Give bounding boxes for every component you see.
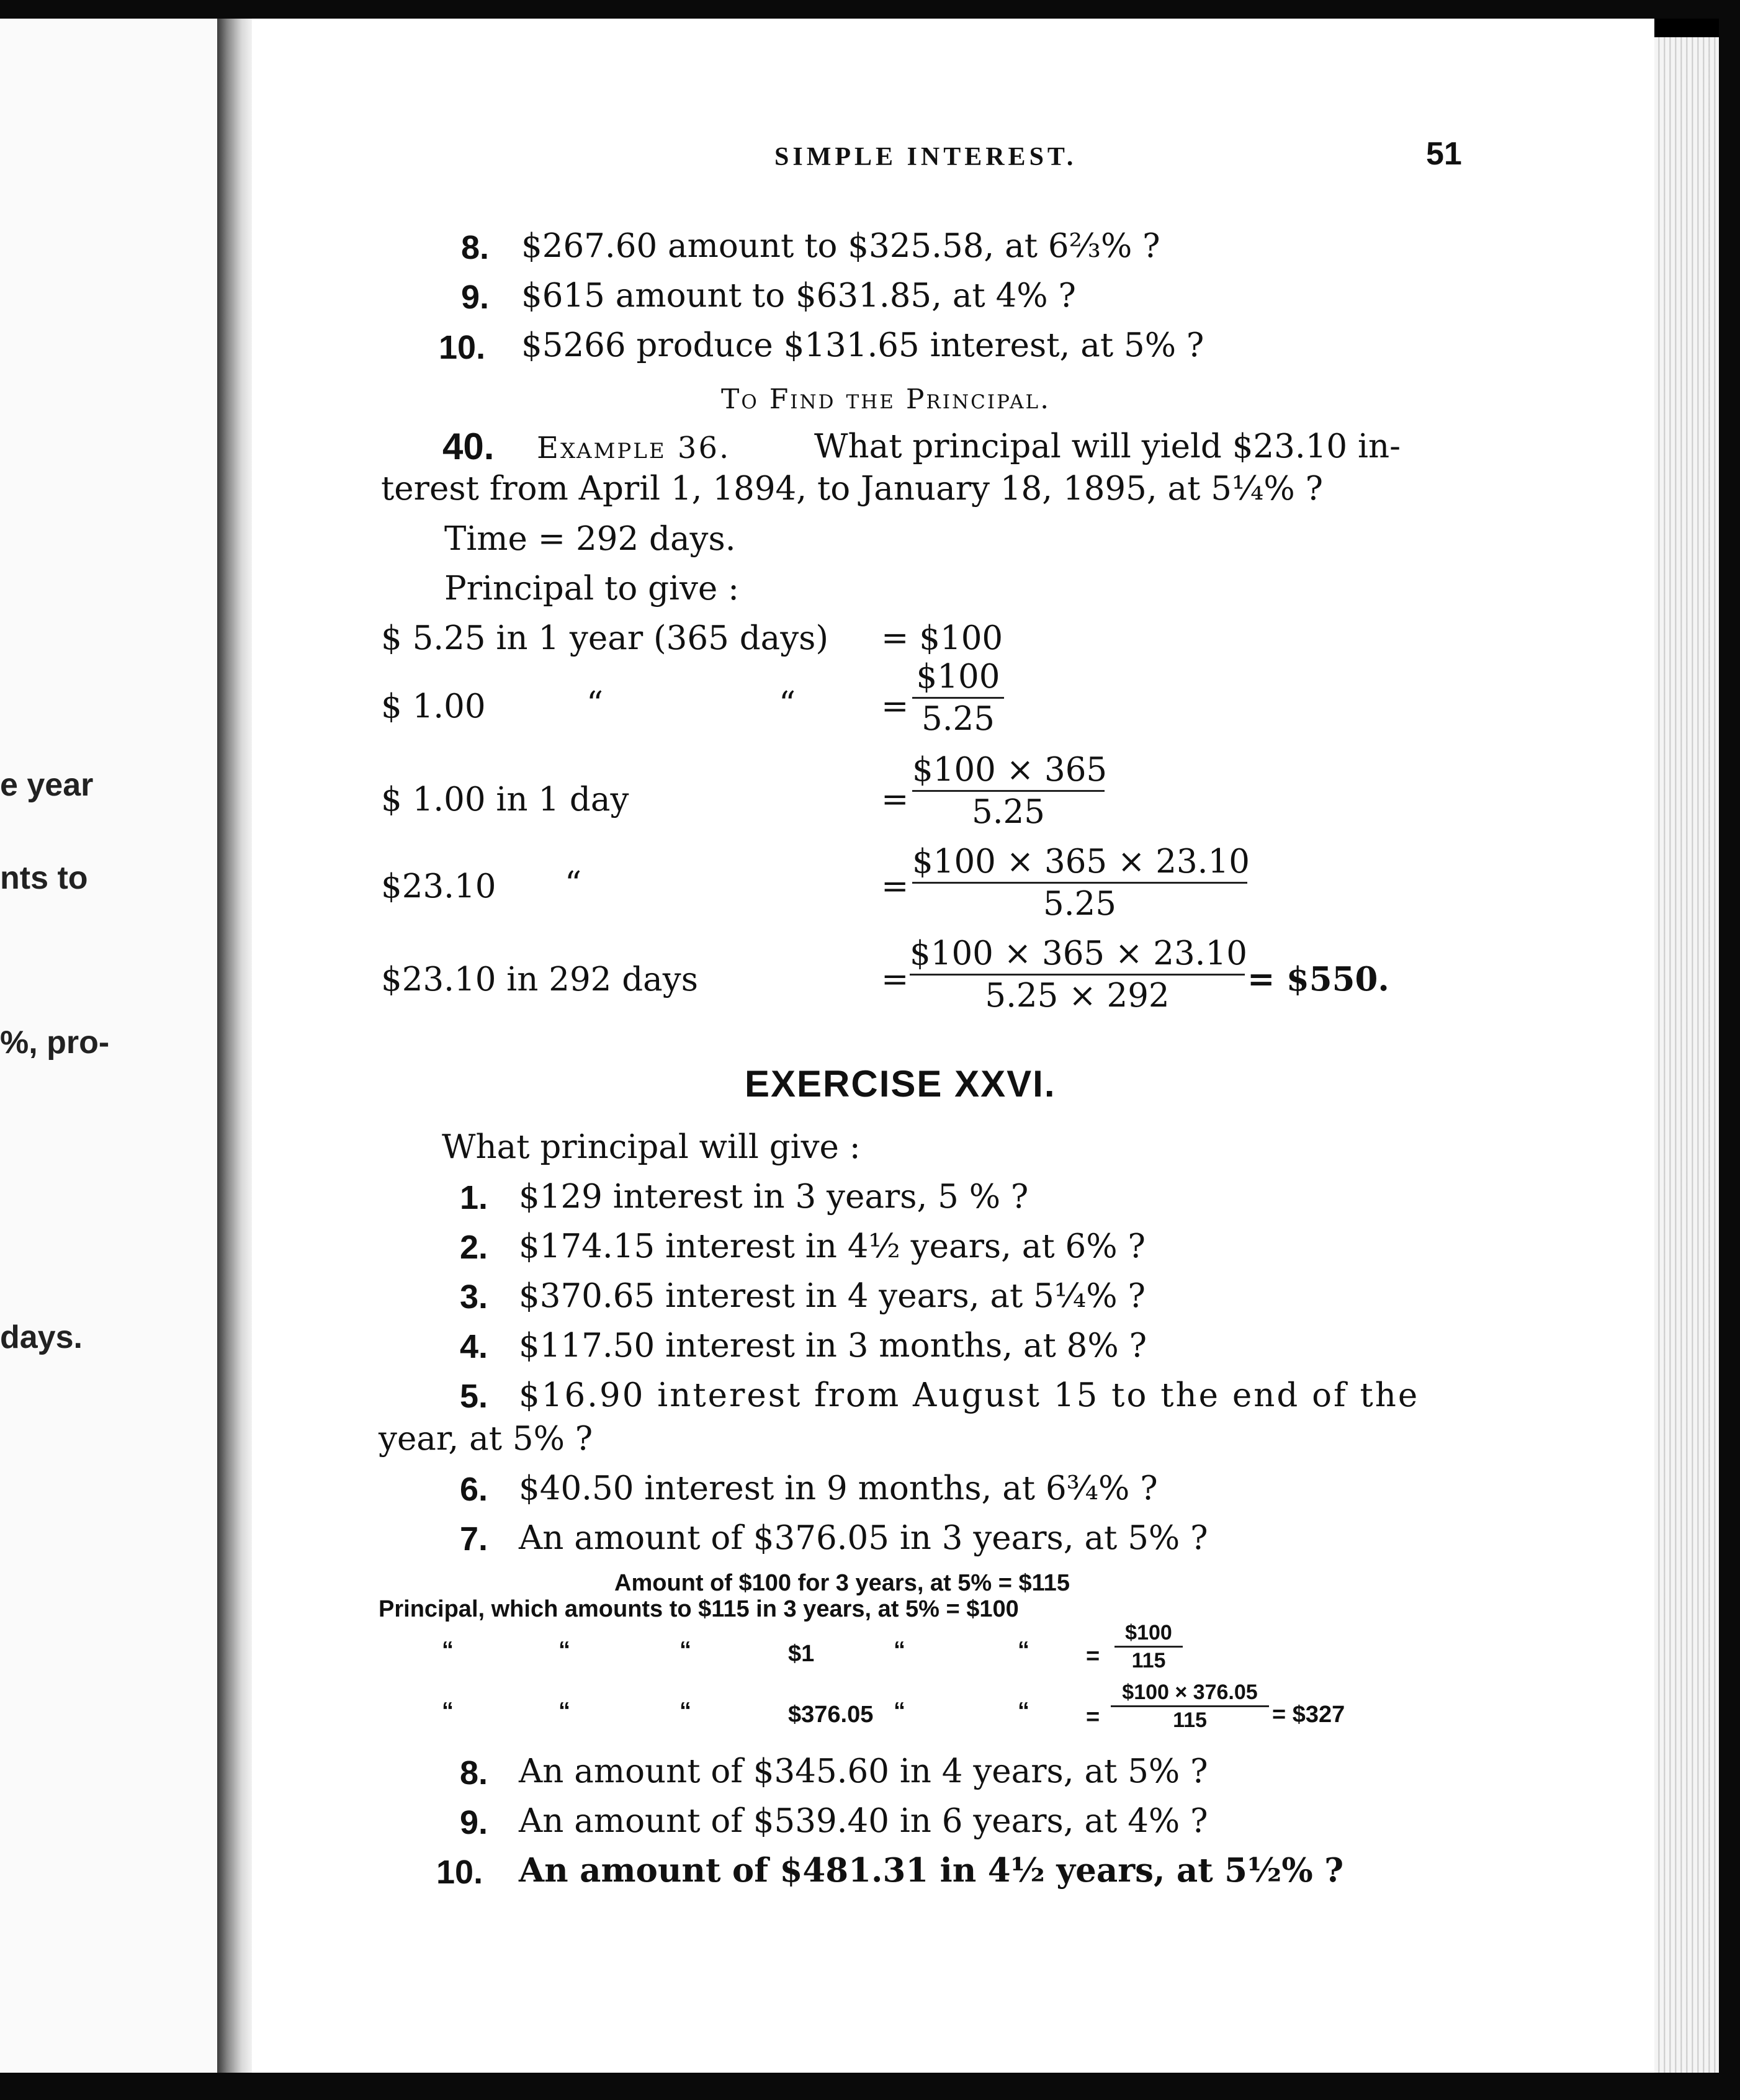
problem-number: 2.	[460, 1229, 488, 1266]
page-edges	[1654, 37, 1719, 2073]
equals-sign: =	[881, 868, 909, 905]
principal-intro: Principal to give :	[444, 570, 739, 608]
problem-number: 1.	[460, 1179, 488, 1216]
book-gutter	[217, 19, 252, 2073]
problem-text: $40.50 interest in 9 months, at 6¾% ?	[519, 1470, 1158, 1507]
denominator: 5.25	[921, 700, 995, 738]
numerator: $100 × 365 × 23.10	[912, 843, 1250, 881]
equals-sign: =	[881, 961, 909, 998]
ditto-mark: “	[442, 1637, 454, 1663]
denominator: 5.25 × 292	[985, 977, 1170, 1015]
problem-text: $267.60 amount to $325.58, at 6⅔% ?	[521, 227, 1160, 265]
problem-number: 9.	[460, 1804, 488, 1841]
previous-page	[0, 19, 217, 2073]
numerator: $100 × 365	[912, 751, 1108, 789]
problem-number: 9.	[461, 279, 490, 316]
step-left: $23.10 in 292 days	[381, 961, 698, 998]
numerator: $100 × 365 × 23.10	[910, 935, 1247, 972]
ditto-mark: “	[558, 1698, 570, 1724]
fraction	[1111, 1682, 1269, 1731]
ditto-mark: “	[779, 685, 796, 723]
ditto-mark: “	[1018, 1637, 1029, 1663]
prev-page-fragment: nts to	[0, 860, 88, 896]
fraction	[910, 935, 1247, 1015]
time-line: Time = 292 days.	[444, 520, 736, 558]
scan-border-bottom	[0, 2073, 1740, 2100]
step-left: $ 5.25 in 1 year (365 days)	[381, 619, 829, 657]
ditto-mark: “	[679, 1698, 691, 1724]
denominator: 115	[1173, 1708, 1207, 1732]
problem-text: $117.50 interest in 3 months, at 8% ?	[519, 1327, 1147, 1365]
scan-border-right	[1719, 0, 1740, 2100]
problem-number: 5.	[460, 1378, 488, 1415]
ditto-mark: “	[565, 865, 582, 903]
example-text: What principal will yield $23.10 in-	[814, 428, 1401, 465]
equals-sign: =	[881, 688, 909, 725]
problem-text: $370.65 interest in 4 years, at 5¼% ?	[519, 1277, 1146, 1315]
denominator: 5.25	[971, 793, 1045, 831]
problem-number: 3.	[460, 1278, 488, 1316]
article-number: 40.	[442, 426, 495, 467]
numerator: $100 × 376.05	[1122, 1680, 1258, 1704]
step-left: $ 1.00 in 1 day	[381, 781, 629, 819]
equals-sign: =	[1086, 1643, 1100, 1669]
example-text: terest from April 1, 1894, to January 18, 1895, at 5¼% ?	[381, 470, 1324, 508]
step-left: $23.10	[381, 868, 496, 905]
worked-line: Amount of $100 for 3 years, at 5% = $115	[614, 1570, 1070, 1596]
numerator: $100	[916, 658, 1000, 696]
exercise-title: EXERCISE XXVI.	[745, 1063, 1056, 1105]
problem-text-continued: year, at 5% ?	[379, 1420, 593, 1458]
numerator: $100	[1125, 1621, 1172, 1645]
fraction	[912, 843, 1250, 923]
problem-text: $5266 produce $131.65 interest, at 5% ?	[521, 326, 1204, 364]
prev-page-fragment: %, pro-	[0, 1025, 110, 1061]
exercise-intro: What principal will give :	[442, 1128, 861, 1166]
ditto-mark: “	[586, 685, 604, 723]
fraction	[912, 658, 1004, 738]
problem-number: 8.	[460, 1754, 488, 1792]
worked-line: Principal, which amounts to $115 in 3 years, at 5% = $100	[379, 1596, 1019, 1622]
page-number: 51	[1426, 136, 1462, 172]
prev-page-fragment: days.	[0, 1319, 83, 1355]
problem-text: An amount of $376.05 in 3 years, at 5% ?	[519, 1519, 1208, 1557]
scan-border-top	[0, 0, 1740, 19]
ditto-mark: “	[442, 1698, 454, 1724]
problem-text: $615 amount to $631.85, at 4% ?	[521, 277, 1076, 315]
equals-sign: =	[1086, 1704, 1100, 1730]
ditto-mark: “	[558, 1637, 570, 1663]
problem-text: An amount of $539.40 in 6 years, at 4% ?	[519, 1802, 1208, 1840]
running-head: SIMPLE INTEREST.	[774, 143, 1077, 171]
problem-text: $129 interest in 3 years, 5 % ?	[519, 1178, 1029, 1216]
problem-text: An amount of $481.31 in 4½ years, at 5½% ?	[519, 1851, 1344, 1890]
problem-number: 10.	[436, 1854, 483, 1891]
result: = $327	[1272, 1702, 1345, 1728]
ditto-mark: “	[1018, 1698, 1029, 1724]
ditto-mark: “	[679, 1637, 691, 1663]
result: = $550.	[1247, 960, 1389, 998]
ditto-mark: “	[894, 1698, 905, 1724]
problem-number: 4.	[460, 1328, 488, 1365]
prev-page-fragment: e year	[0, 767, 94, 803]
fraction	[912, 751, 1108, 831]
ditto-mark: “	[894, 1637, 905, 1663]
worked-amount: $1	[788, 1641, 815, 1667]
step-right: = $100	[881, 619, 1003, 657]
worked-amount: $376.05	[788, 1702, 874, 1728]
example-label: Example 36.	[537, 431, 731, 465]
section-heading: To Find the Principal.	[721, 384, 1051, 415]
problem-text: An amount of $345.60 in 4 years, at 5% ?	[519, 1752, 1208, 1790]
problem-number: 10.	[439, 329, 486, 366]
denominator: 115	[1131, 1649, 1166, 1672]
fraction	[1114, 1622, 1183, 1671]
denominator: 5.25	[1043, 885, 1116, 923]
problem-number: 7.	[460, 1520, 488, 1558]
problem-text: $174.15 interest in 4½ years, at 6% ?	[519, 1227, 1146, 1265]
problem-number: 6.	[460, 1471, 488, 1508]
problem-text: $16.90 interest from August 15 to the end of the	[519, 1376, 1420, 1414]
problem-number: 8.	[461, 229, 490, 266]
equals-sign: =	[881, 781, 909, 819]
step-left: $ 1.00	[381, 688, 486, 725]
